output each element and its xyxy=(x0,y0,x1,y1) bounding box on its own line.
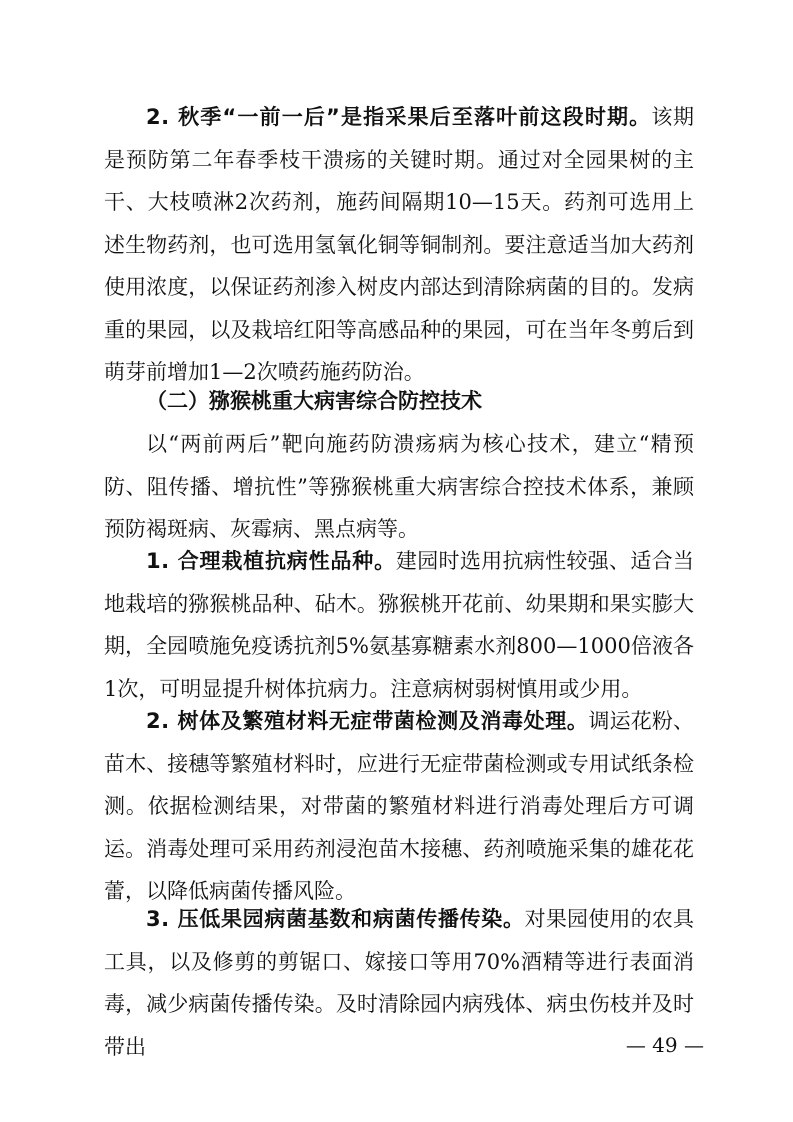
section-heading: （二）猕猴桃重大病害综合防控技术 xyxy=(146,389,482,413)
paragraph-body: 以“两前两后”靶向施药防溃疡病为核心技术，建立“精预防、阻传播、增抗性”等猕猴桃重大病害综合控技术体系，兼顾预防褐斑病、灰霉病、黑点病等。 xyxy=(104,432,694,541)
paragraph-detection-disinfection xyxy=(104,700,694,913)
paragraph-body: 调运花粉、苗木、接穗等繁殖材料时，应进行无症带菌检测或专用试纸条检测。依据检测结果，对带菌的繁殖材料进行消毒处理后方可调运。消毒处理可采用药剂浸泡苗木接穗、药剂喷施采集的雄花花蕾，以降低病菌传播风险。 xyxy=(104,709,694,903)
paragraph-lead: 2. 树体及繁殖材料无症带菌检测及消毒处理。 xyxy=(146,709,589,733)
paragraph-body: 建园时选用抗病性较强、适合当地栽培的猕猴桃品种、砧木。猕猴桃开花前、幼果期和果实膨大期，全园喷施免疫诱抗剂5%氨基寡糖素水剂800—1000倍液各1次，可明显提升树体抗病力。注意病树弱树慎用或少用。 xyxy=(104,549,695,701)
paragraph-body: 该期是预防第二年春季枝干溃疡的关键时期。通过对全园果树的主干、大枝喷淋2次药剂，施药间隔期10—15天。药剂可选用上述生物药剂，也可选用氢氧化铜等铜制剂。要注意适当加大药剂使用浓度，以保证药剂渗入树皮内部达到清除病菌的目的。发病重的果园，以及栽培红阳等高感品种的果园，可在当年冬剪后到萌芽前增加1—2次喷药施药防治。 xyxy=(104,105,694,384)
paragraph-autumn-period xyxy=(104,96,694,394)
paragraph-resistant-varieties xyxy=(104,540,694,710)
paragraph-intro xyxy=(104,423,694,551)
paragraph-body: 对果园使用的农具工具，以及修剪的剪锯口、嫁接口等用70%酒精等进行表面消毒，减少病菌传播传染。及时清除园内病残体、病虫伤枝并及时带出 xyxy=(104,907,694,1059)
paragraph-reduce-pathogen xyxy=(104,898,694,1068)
paragraph-lead: 3. 压低果园病菌基数和病菌传播传染。 xyxy=(146,907,525,931)
paragraph-lead: 1. 合理栽植抗病性品种。 xyxy=(146,549,396,573)
paragraph-lead: 2. 秋季“一前一后”是指采果后至落叶前这段时期。 xyxy=(146,105,652,129)
page-number: — 49 — xyxy=(625,1033,704,1057)
